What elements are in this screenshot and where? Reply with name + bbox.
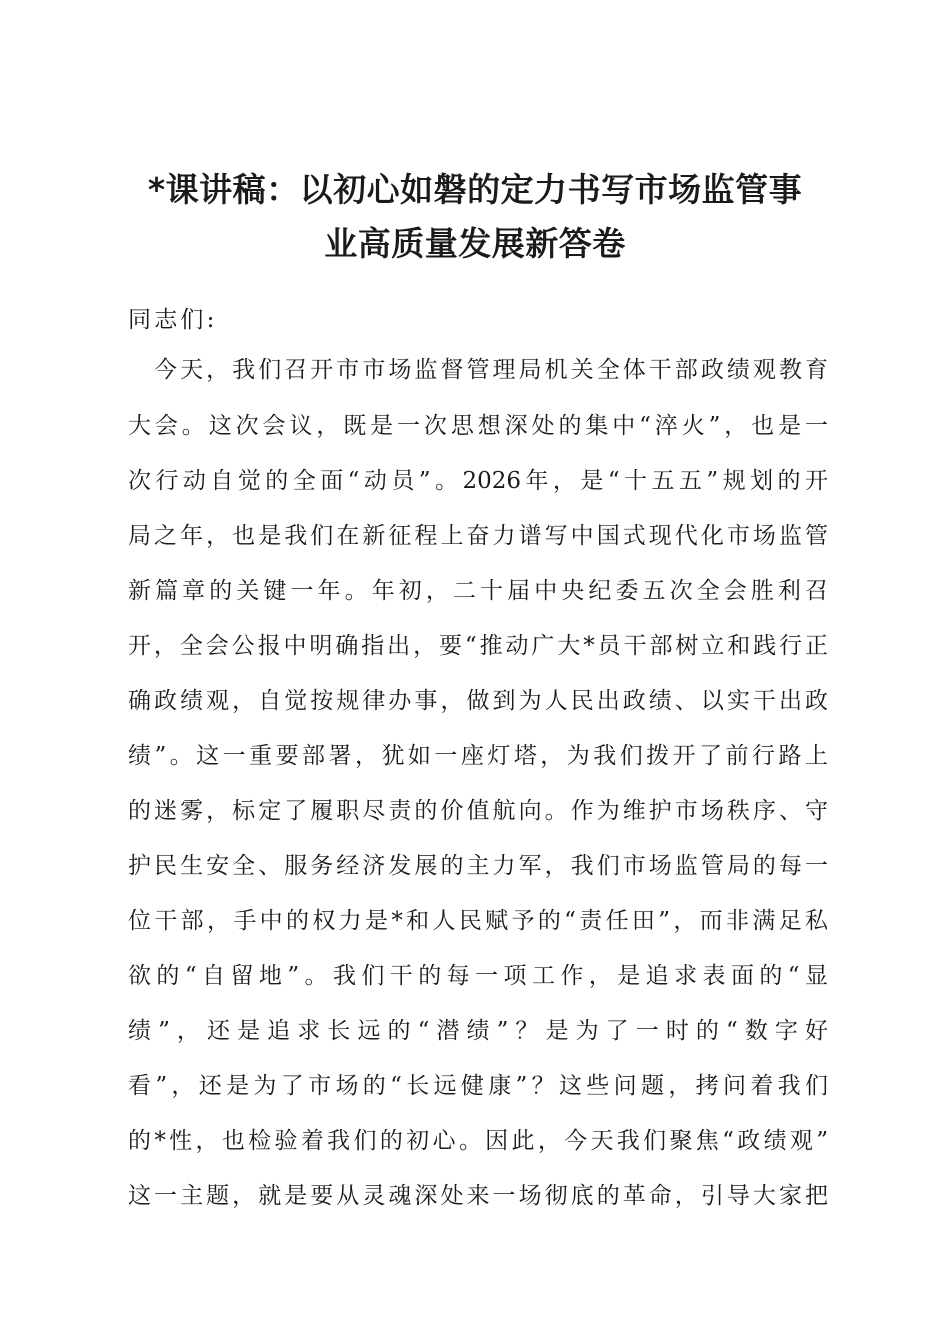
body-line: 的*性，也检验着我们的初心。因此，今天我们聚焦“政绩观” — [128, 1128, 828, 1154]
body-line: 看”，还是为了市场的“长远健康”？这些问题，拷问着我们 — [128, 1073, 828, 1099]
document-title-line-1: *课讲稿：以初心如磐的定力书写市场监管事 — [147, 170, 803, 209]
body-line: 大会。这次会议，既是一次思想深处的集中“淬火”，也是一 — [128, 413, 828, 439]
body-line: 开，全会公报中明确指出，要“推动广大*员干部树立和践行正 — [128, 633, 828, 659]
document-title-line-2: 业高质量发展新答卷 — [324, 224, 626, 263]
body-line: 这一主题，就是要从灵魂深处来一场彻底的革命，引导大家把 — [128, 1183, 828, 1209]
body-line: 次行动自觉的全面“动员”。2026年，是“十五五”规划的开 — [128, 468, 828, 494]
body-line: 新篇章的关键一年。年初，二十届中央纪委五次全会胜利召 — [128, 578, 828, 604]
body-line: 今天，我们召开市市场监督管理局机关全体干部政绩观教育 — [128, 357, 828, 383]
body-line: 绩”。这一重要部署，犹如一座灯塔，为我们拨开了前行路上 — [128, 743, 828, 769]
salutation: 同志们: — [128, 307, 218, 333]
body-line: 护民生安全、服务经济发展的主力军，我们市场监管局的每一 — [128, 853, 828, 879]
body-line: 位干部，手中的权力是*和人民赋予的“责任田”，而非满足私 — [128, 908, 828, 934]
body-line: 确政绩观，自觉按规律办事，做到为人民出政绩、以实干出政 — [128, 688, 828, 714]
body-line: 局之年，也是我们在新征程上奋力谱写中国式现代化市场监管 — [128, 523, 828, 549]
body-line: 绩”，还是追求长远的“潜绩”？是为了一时的“数字好 — [128, 1018, 828, 1044]
body-line: 的迷雾，标定了履职尽责的价值航向。作为维护市场秩序、守 — [128, 798, 828, 824]
body-line: 欲的“自留地”。我们干的每一项工作，是追求表面的“显 — [128, 963, 828, 989]
